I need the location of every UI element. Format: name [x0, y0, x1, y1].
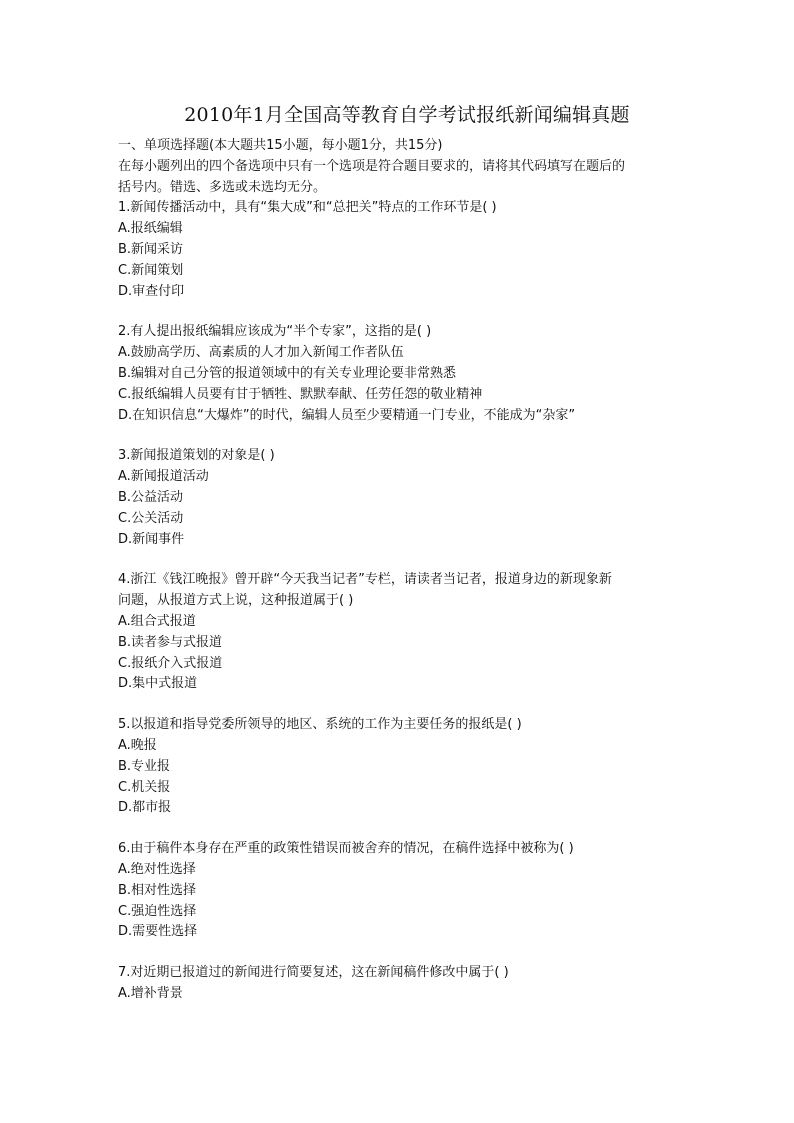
question-stem-line-1: 4.浙江《钱江晚报》曾开辟“今天我当记者”专栏，请读者当记者，报道身边的新现象新 [118, 572, 612, 588]
option-c: C.报纸介入式报道 [118, 655, 223, 671]
question-stem: 1.新闻传播活动中，具有“集大成”和“总把关”特点的工作环节是( ) [118, 200, 497, 216]
option-a: A.增补背景 [118, 985, 183, 1001]
question-stem-line-2: 问题，从报道方式上说，这种报道属于( ) [118, 593, 354, 609]
question-stem: 2.有人提出报纸编辑应该成为“半个专家”，这指的是( ) [118, 324, 432, 340]
question-4 [118, 570, 678, 695]
option-a: A.绝对性选择 [118, 861, 196, 877]
option-d: D.审查付印 [118, 283, 185, 299]
option-b: B.专业报 [118, 758, 171, 774]
page-title: 2010年1月全国高等教育自学考试报纸新闻编辑真题 [184, 104, 630, 126]
option-b: B.公益活动 [118, 489, 184, 505]
option-c: C.报纸编辑人员要有甘于牺牲、默默奉献、任劳任怨的敬业精神 [118, 386, 483, 402]
question-stem: 6.由于稿件本身存在严重的政策性错误而被舍弃的情况，在稿件选择中被称为( ) [118, 841, 574, 857]
option-d: D.新闻事件 [118, 531, 185, 547]
option-a: A.鼓励高学历、高素质的人才加入新闻工作者队伍 [118, 345, 404, 361]
option-c: C.机关报 [118, 779, 171, 795]
question-stem: 3.新闻报道策划的对象是( ) [118, 448, 275, 464]
instruction-line-1: 在每小题列出的四个备选项中只有一个选项是符合题目要求的，请将其代码填写在题后的 [118, 158, 626, 174]
option-d: D.在知识信息“大爆炸”的时代，编辑人员至少要精通一门专业，不能成为“杂家” [118, 407, 576, 423]
option-d: D.集中式报道 [118, 676, 198, 692]
question-5 [118, 715, 678, 819]
option-b: B.编辑对自己分管的报道领域中的有关专业理论要非常熟悉 [118, 365, 457, 381]
option-b: B.新闻采访 [118, 241, 184, 257]
question-6 [118, 839, 678, 943]
option-c: C.强迫性选择 [118, 903, 197, 919]
option-a: A.新闻报道活动 [118, 469, 209, 485]
instruction-line-2: 括号内。错选、多选或未选均无分。 [118, 179, 327, 195]
option-d: D.需要性选择 [118, 924, 198, 940]
question-stem: 7.对近期已报道过的新闻进行简要复述，这在新闻稿件修改中属于( ) [118, 965, 509, 981]
question-stem: 5.以报道和指导党委所领导的地区、系统的工作为主要任务的报纸是( ) [118, 717, 522, 733]
option-d: D.都市报 [118, 800, 172, 816]
exam-page [118, 100, 678, 1005]
option-a: A.报纸编辑 [118, 221, 183, 237]
question-7 [118, 963, 678, 1005]
option-c: C.新闻策划 [118, 262, 184, 278]
option-a: A.晚报 [118, 737, 157, 753]
option-b: B.相对性选择 [118, 882, 197, 898]
question-2 [118, 322, 678, 426]
question-1 [118, 198, 678, 302]
option-a: A.组合式报道 [118, 613, 196, 629]
option-b: B.读者参与式报道 [118, 634, 223, 650]
question-3 [118, 446, 678, 550]
section-heading: 一、单项选择题(本大题共15小题，每小题1分，共15分) [118, 138, 443, 153]
option-c: C.公关活动 [118, 510, 184, 526]
